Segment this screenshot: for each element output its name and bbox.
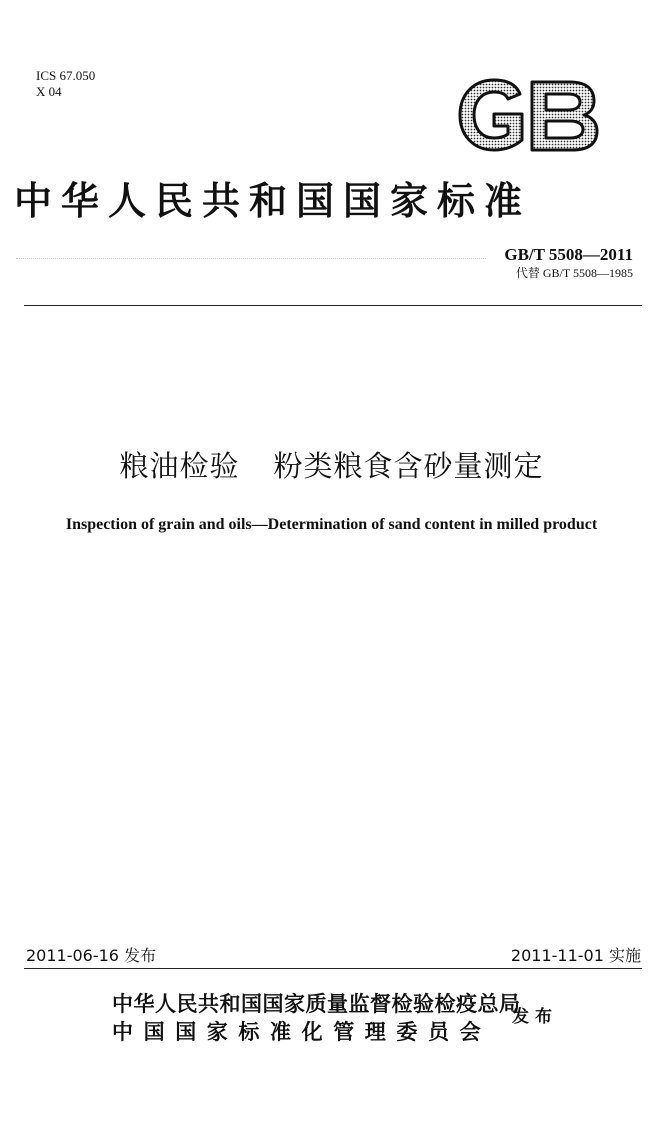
standard-number-block xyxy=(504,244,633,280)
issuer-sac: 中国国家标准化管理委员会 xyxy=(112,1019,492,1044)
ics-classification xyxy=(36,68,95,100)
footer-rule xyxy=(24,968,642,969)
replaces-standard: 代替 GB/T 5508—1985 xyxy=(515,266,633,280)
title-chinese xyxy=(0,446,663,486)
gb-logo-icon xyxy=(452,74,602,156)
ccs-code: X 04 xyxy=(36,84,62,99)
dotted-divider xyxy=(16,258,486,261)
issued-label: 发布 xyxy=(512,1007,558,1027)
title-chinese-part2: 粉类粮食含砂量测定 xyxy=(273,449,544,483)
ics-code: ICS 67.050 xyxy=(36,68,96,83)
issuing-authorities xyxy=(112,990,521,1046)
standard-category-title: 中华人民共和国国家标准 xyxy=(14,178,532,223)
title-english: Inspection of grain and oils—Determination of sand content in milled product xyxy=(65,516,598,533)
issuer-aqsiq: 中华人民共和国国家质量监督检验检疫总局 xyxy=(112,991,521,1016)
standard-number: GB/T 5508—2011 xyxy=(504,245,633,264)
header-rule xyxy=(24,305,642,306)
issue-date: 2011-06-16 发布 xyxy=(26,946,157,965)
title-chinese-part1: 粮油检验 xyxy=(119,449,240,483)
implementation-date: 2011-11-01 实施 xyxy=(510,946,641,965)
